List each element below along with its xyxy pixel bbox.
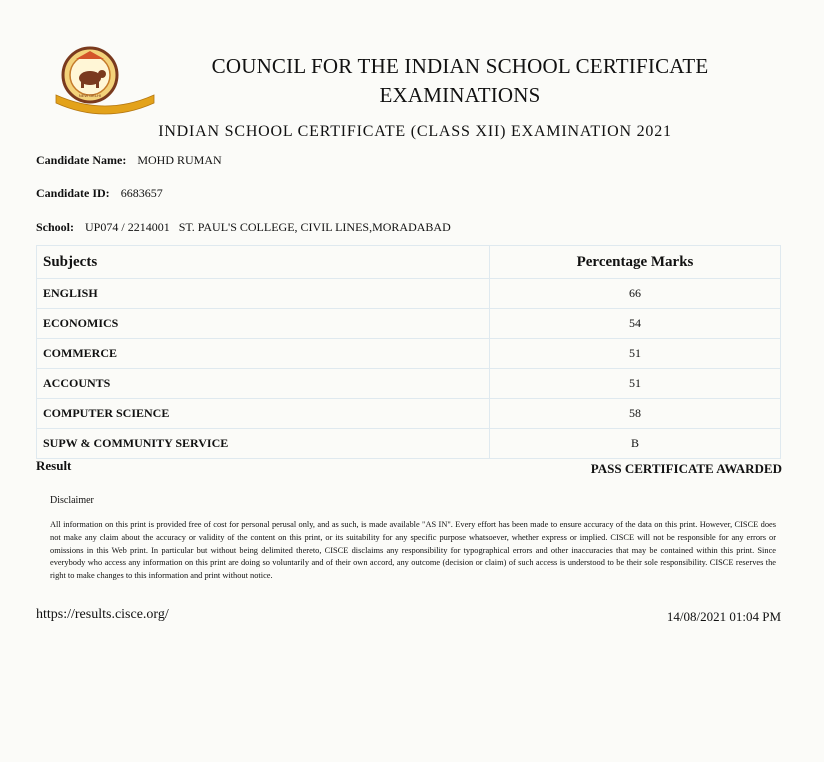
- candidate-name-row: [36, 153, 222, 168]
- subject-cell: SUPW & COMMUNITY SERVICE: [37, 429, 490, 459]
- candidate-name-label: Candidate Name:: [36, 153, 127, 167]
- marks-cell: 51: [490, 369, 781, 399]
- candidate-name-value: MOHD RUMAN: [137, 153, 222, 167]
- table-header-row: [37, 246, 781, 279]
- percentage-marks-header: Percentage Marks: [490, 246, 781, 279]
- result-value: PASS CERTIFICATE AWARDED: [590, 461, 782, 476]
- results-url: https://results.cisce.org/: [36, 607, 169, 622]
- candidate-id-label: Candidate ID:: [36, 186, 110, 200]
- marks-table: [36, 245, 781, 459]
- subjects-header: Subjects: [37, 246, 490, 279]
- marks-cell: 66: [490, 279, 781, 309]
- table-row: [37, 309, 781, 339]
- school-row: [36, 220, 451, 235]
- council-title-line2: EXAMINATIONS: [379, 83, 541, 107]
- marks-cell: B: [490, 429, 781, 459]
- council-title-line1: COUNCIL FOR THE INDIAN SCHOOL CERTIFICATE: [211, 54, 709, 78]
- logo-city-text: NEW DELHI: [78, 93, 102, 98]
- table-row: [37, 429, 781, 459]
- cisce-logo: [50, 45, 160, 115]
- school-label: School:: [36, 220, 75, 234]
- marks-cell: 51: [490, 339, 781, 369]
- table-row: [37, 369, 781, 399]
- subject-cell: COMPUTER SCIENCE: [37, 399, 490, 429]
- candidate-id-row: [36, 186, 163, 201]
- exam-title: INDIAN SCHOOL CERTIFICATE (CLASS XII) EXAMINATION 2021: [158, 123, 672, 140]
- subject-cell: ECONOMICS: [37, 309, 490, 339]
- table-row: [37, 339, 781, 369]
- table-row: [37, 399, 781, 429]
- school-value: UP074 / 2214001 ST. PAUL'S COLLEGE, CIVIL LINES,MORADABAD: [85, 220, 451, 234]
- disclaimer-text: All information on this print is provided free of cost for personal perusal only, and as such, is made available "AS IN". Every effort has been made to ensure accuracy of the data on this print. However, CISCE does not make any claim about the accuracy or validity of the content on this print, or its suitability for any specific purpose whatsoever, whether express or implied. CISCE will not be responsible for any errors or omissions in this Web print. In particular but without being delimited thereto, CISCE disclaims any responsibility for typographical errors and other inaccuracies that may be contained within this print. Since everybody who access any information on this print are doing so voluntarily and of their own accord, any outcome (decision or claim) of such access is understood to be their sole responsibility. CISCE reserves the right to make changes to this information and print without notice.: [50, 520, 776, 581]
- marks-cell: 58: [490, 399, 781, 429]
- subject-cell: ACCOUNTS: [37, 369, 490, 399]
- print-datetime: 14/08/2021 01:04 PM: [666, 609, 781, 624]
- disclaimer-title: Disclaimer: [50, 495, 94, 506]
- table-row: [37, 279, 781, 309]
- subject-cell: ENGLISH: [37, 279, 490, 309]
- marks-cell: 54: [490, 309, 781, 339]
- council-title: [180, 52, 740, 110]
- result-label: Result: [36, 458, 72, 473]
- subject-cell: COMMERCE: [37, 339, 490, 369]
- candidate-id-value: 6683657: [120, 186, 163, 200]
